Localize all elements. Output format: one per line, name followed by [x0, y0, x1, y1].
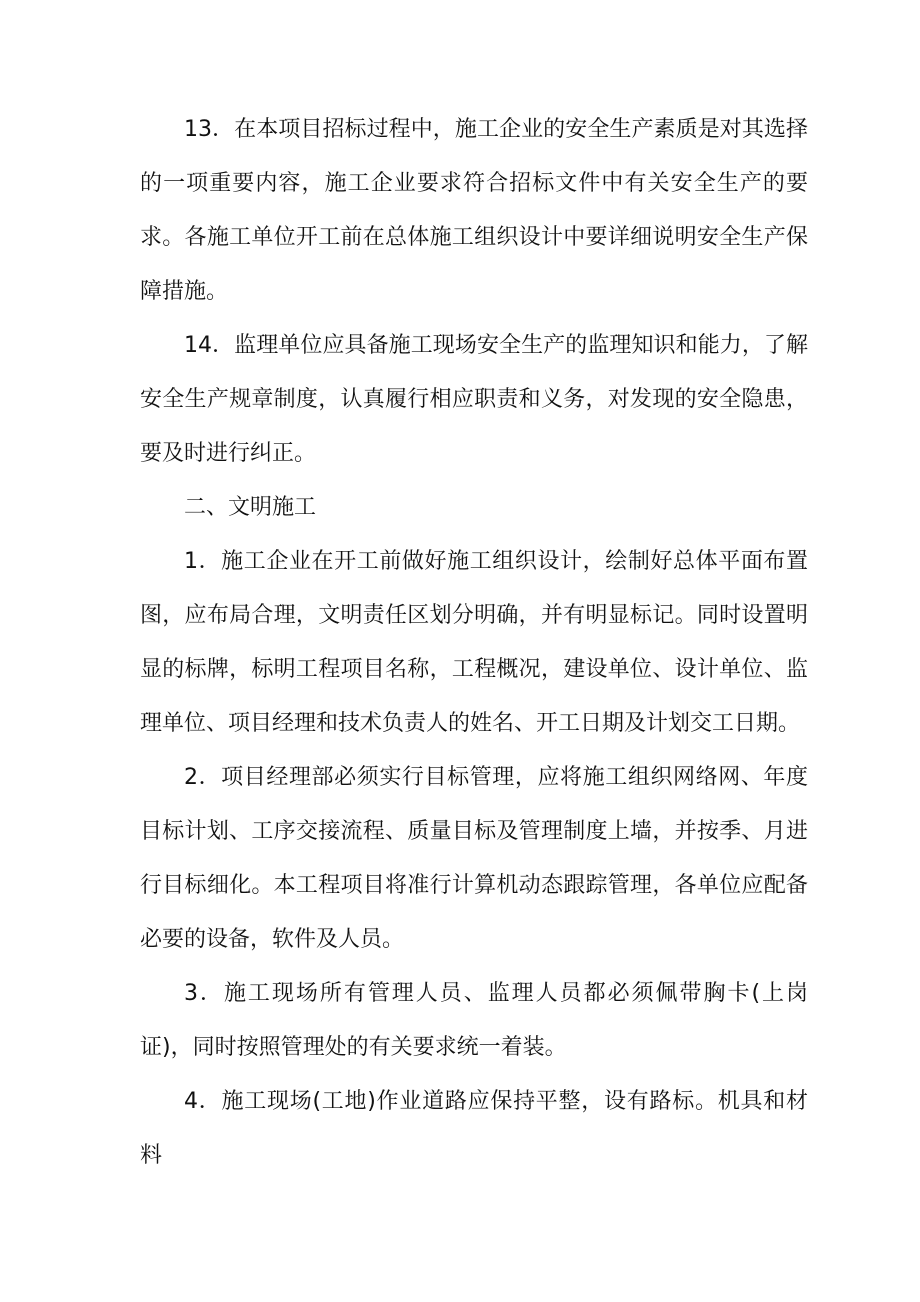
paragraph-item-13: 13．在本项目招标过程中，施工企业的安全生产素质是对其选择的一项重要内容，施工企业要求符合招标文件中有关安全生产的要求。各施工单位开工前在总体施工组织设计中要详细说明安全生产保障措施。 — [140, 117, 808, 304]
paragraph-item-14: 14．监理单位应具备施工现场安全生产的监理知识和能力，了解安全生产规章制度，认真履行相应职责和义务，对发现的安全隐患，要及时进行纠正。 — [140, 333, 808, 466]
paragraph-item-3: 3．施工现场所有管理人员、监理人员都必须佩带胸卡(上岗证)，同时按照管理处的有关要求统一着装。 — [140, 981, 808, 1060]
section-heading-civilized-construction: 二、文明施工 — [184, 495, 317, 520]
paragraph-item-1: 1．施工企业在开工前做好施工组织设计，绘制好总体平面布置图，应布局合理，文明责任区划分明确，并有明显标记。同时设置明显的标牌，标明工程项目名称，工程概况，建设单位、设计单位、监理单位、项目经理和技术负责人的姓名、开工日期及计划交工日期。 — [140, 549, 808, 736]
paragraph-item-4: 4．施工现场(工地)作业道路应保持平整，设有路标。机具和材料 — [140, 1089, 808, 1168]
document-body — [140, 103, 808, 1183]
paragraph-item-2: 2．项目经理部必须实行目标管理，应将施工组织网络网、年度目标计划、工序交接流程、质量目标及管理制度上墙，并按季、月进行目标细化。本工程项目将准行计算机动态跟踪管理，各单位应配备必要的设备，软件及人员。 — [140, 765, 808, 952]
